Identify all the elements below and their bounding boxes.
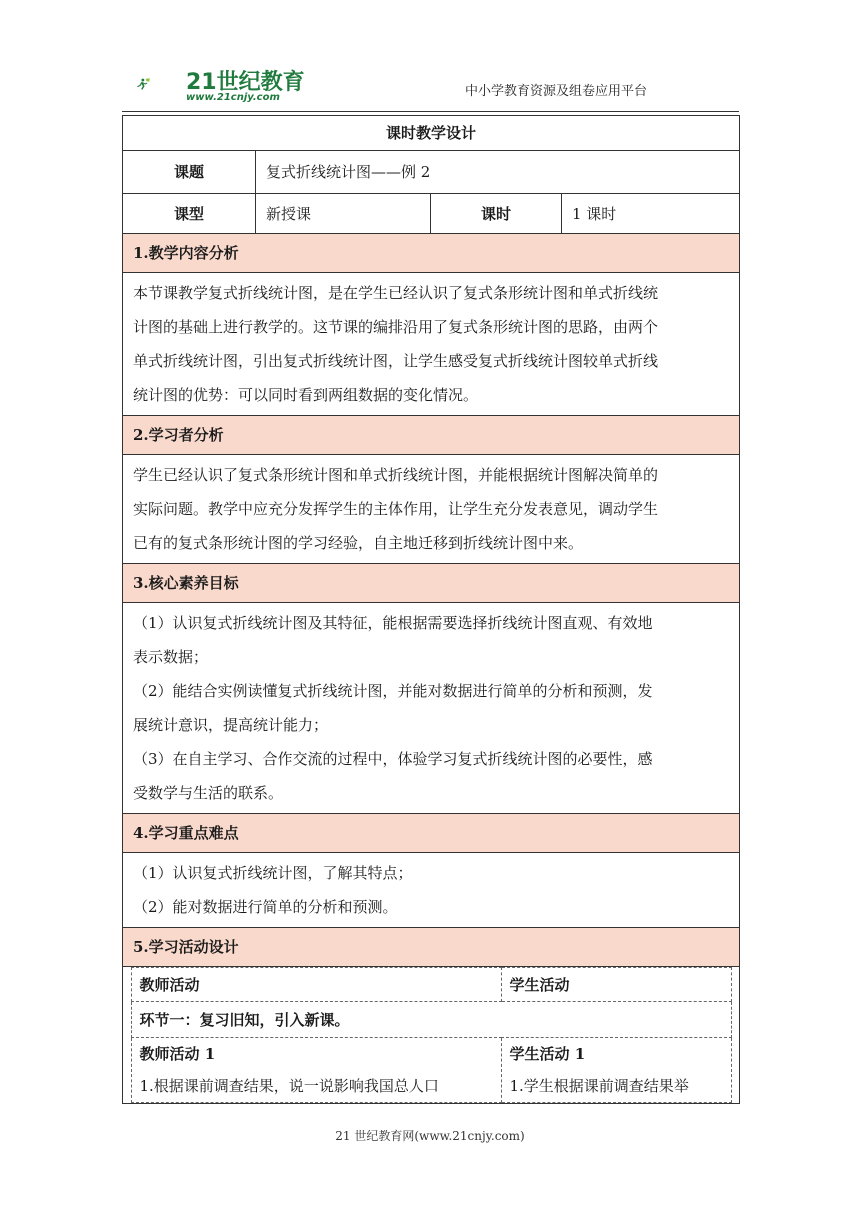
lesson-type-value: 新授课	[256, 194, 431, 234]
platform-tagline: 中小学教育资源及组卷应用平台	[465, 84, 648, 99]
text-line: 展统计意识，提高统计能力；	[133, 716, 329, 734]
section-activity-design-heading: 5.学习活动设计	[123, 928, 740, 967]
section-learner-analysis-heading: 2.学习者分析	[123, 416, 740, 455]
core-goals-text	[123, 603, 740, 814]
student-activity-1-text: 1.学生根据课前调查结果举	[509, 1077, 689, 1095]
teacher-activity-1-text: 1.根据课前调查结果，说一说影响我国总人口	[139, 1077, 439, 1095]
class-hours-label: 课时	[431, 194, 562, 234]
section-core-goals-heading: 3.核心素养目标	[123, 564, 740, 603]
logo-title: 21世纪教育	[186, 70, 305, 95]
text-line: 本节课教学复式折线统计图，是在学生已经认识了复式条形统计图和单式折线统	[133, 284, 659, 302]
topic-value: 复式折线统计图——例 2	[256, 151, 740, 194]
section-key-points-heading: 4.学习重点难点	[123, 814, 740, 853]
lesson-type-label: 课型	[123, 194, 256, 234]
page-header	[0, 0, 860, 110]
logo-url: www.21cnjy.com	[186, 92, 280, 103]
text-line: （1）认识复式折线统计图及其特征，能根据需要选择折线统计图直观、有效地	[133, 614, 653, 632]
step-one-text: 环节一：复习旧知，引入新课。	[139, 1010, 350, 1029]
activity-table	[131, 967, 732, 1103]
text-line: 实际问题。教学中应充分发挥学生的主体作用，让学生充分发表意见，调动学生	[133, 500, 659, 518]
key-points-text	[123, 853, 740, 928]
step-one-row	[131, 1002, 731, 1038]
topic-label: 课题	[123, 151, 256, 194]
page-footer: 21 世纪教育网(www.21cnjy.com)	[335, 1129, 525, 1143]
text-line: （2）能结合实例读懂复式折线统计图，并能对数据进行简单的分析和预测，发	[133, 682, 653, 700]
teacher-activity-header: 教师活动	[131, 968, 501, 1002]
document-title: 课时教学设计	[123, 116, 740, 151]
lesson-design-table	[122, 115, 740, 1104]
teacher-activity-1	[131, 1038, 501, 1103]
runner-logo-icon	[136, 62, 186, 106]
text-line: 受数学与生活的联系。	[133, 784, 284, 802]
teacher-activity-1-title: 教师活动 1	[139, 1045, 216, 1063]
text-line: （2）能对数据进行简单的分析和预测。	[133, 898, 398, 916]
content-analysis-text	[123, 273, 740, 416]
section-content-analysis-heading: 1.教学内容分析	[123, 234, 740, 273]
learner-analysis-text	[123, 455, 740, 564]
text-line: （1）认识复式折线统计图，了解其特点；	[133, 864, 413, 882]
student-activity-1-title: 学生活动 1	[509, 1045, 586, 1063]
text-line: 已有的复式条形统计图的学习经验，自主地迁移到折线统计图中来。	[133, 534, 584, 552]
text-line: 计图的基础上进行教学的。这节课的编排沿用了复式条形统计图的思路，由两个	[133, 318, 659, 336]
header-divider	[122, 111, 739, 112]
text-line: 统计图的优势：可以同时看到两组数据的变化情况。	[133, 386, 479, 404]
student-activity-header: 学生活动	[501, 968, 731, 1002]
student-activity-1	[501, 1038, 731, 1103]
text-line: 单式折线统计图，引出复式折线统计图，让学生感受复式折线统计图较单式折线	[133, 352, 659, 370]
text-line: （3）在自主学习、合作交流的过程中，体验学习复式折线统计图的必要性，感	[133, 750, 653, 768]
text-line: 表示数据；	[133, 648, 209, 666]
activity-design-cell	[123, 967, 740, 1104]
class-hours-value: 1 课时	[562, 194, 740, 234]
text-line: 学生已经认识了复式条形统计图和单式折线统计图，并能根据统计图解决简单的	[133, 466, 659, 484]
